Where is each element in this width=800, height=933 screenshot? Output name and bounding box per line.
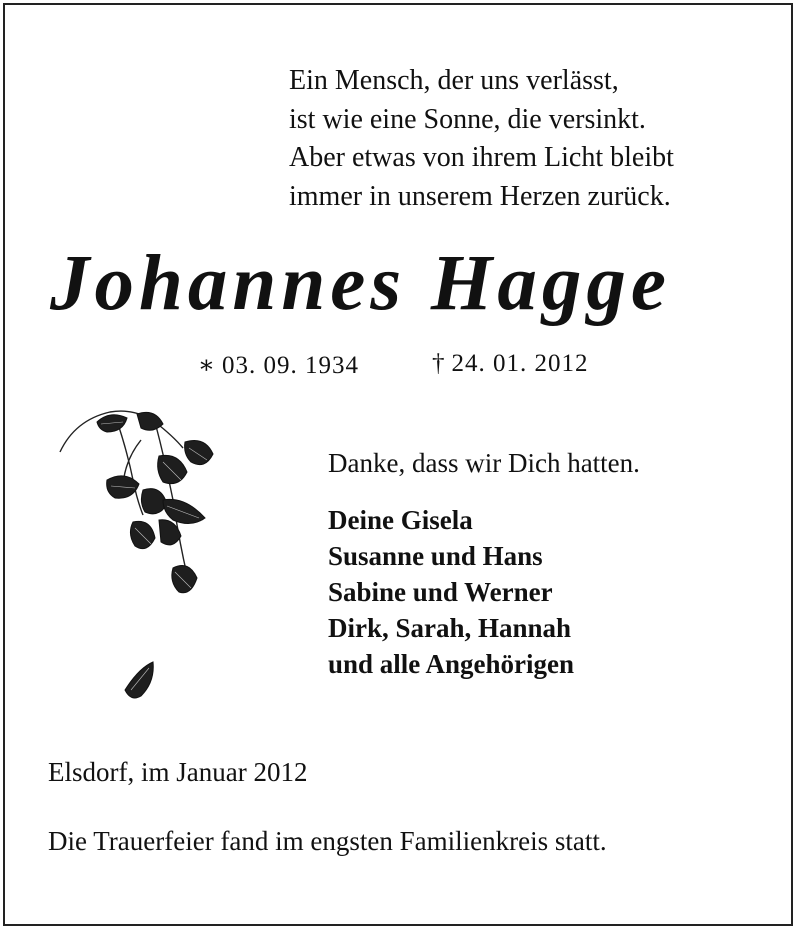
mourner-line: und alle Angehörigen: [328, 649, 575, 679]
mourner-line: Sabine und Werner: [328, 577, 553, 607]
mourners-list: [328, 502, 574, 682]
death-symbol: †: [432, 350, 446, 377]
place-date: Elsdorf, im Januar 2012: [48, 757, 308, 787]
thanks-line: Danke, dass wir Dich hatten.: [328, 448, 640, 478]
mourner-line: Deine Gisela: [328, 505, 473, 535]
death-date: [432, 350, 589, 378]
birth-date: [198, 350, 359, 380]
poem-line: Ein Mensch, der uns verlässt,: [289, 65, 619, 96]
poem: [289, 62, 674, 216]
funeral-note: Die Trauerfeier fand im engsten Familienkreis statt.: [48, 826, 607, 856]
mourner-line: Dirk, Sarah, Hannah: [328, 613, 572, 643]
birth-date-value: 03. 09. 1934: [222, 352, 359, 379]
death-date-value: 24. 01. 2012: [451, 350, 589, 377]
poem-line: ist wie eine Sonne, die versinkt.: [289, 103, 646, 135]
mourner-line: Susanne und Hans: [328, 541, 543, 571]
deceased-name: Johannes Hagge: [50, 240, 671, 327]
birth-symbol: ∗: [198, 352, 216, 379]
birch-branch-icon: [55, 400, 245, 720]
poem-line: Aber etwas von ihrem Licht bleibt: [289, 142, 674, 173]
poem-line: immer in unserem Herzen zurück.: [289, 180, 671, 212]
